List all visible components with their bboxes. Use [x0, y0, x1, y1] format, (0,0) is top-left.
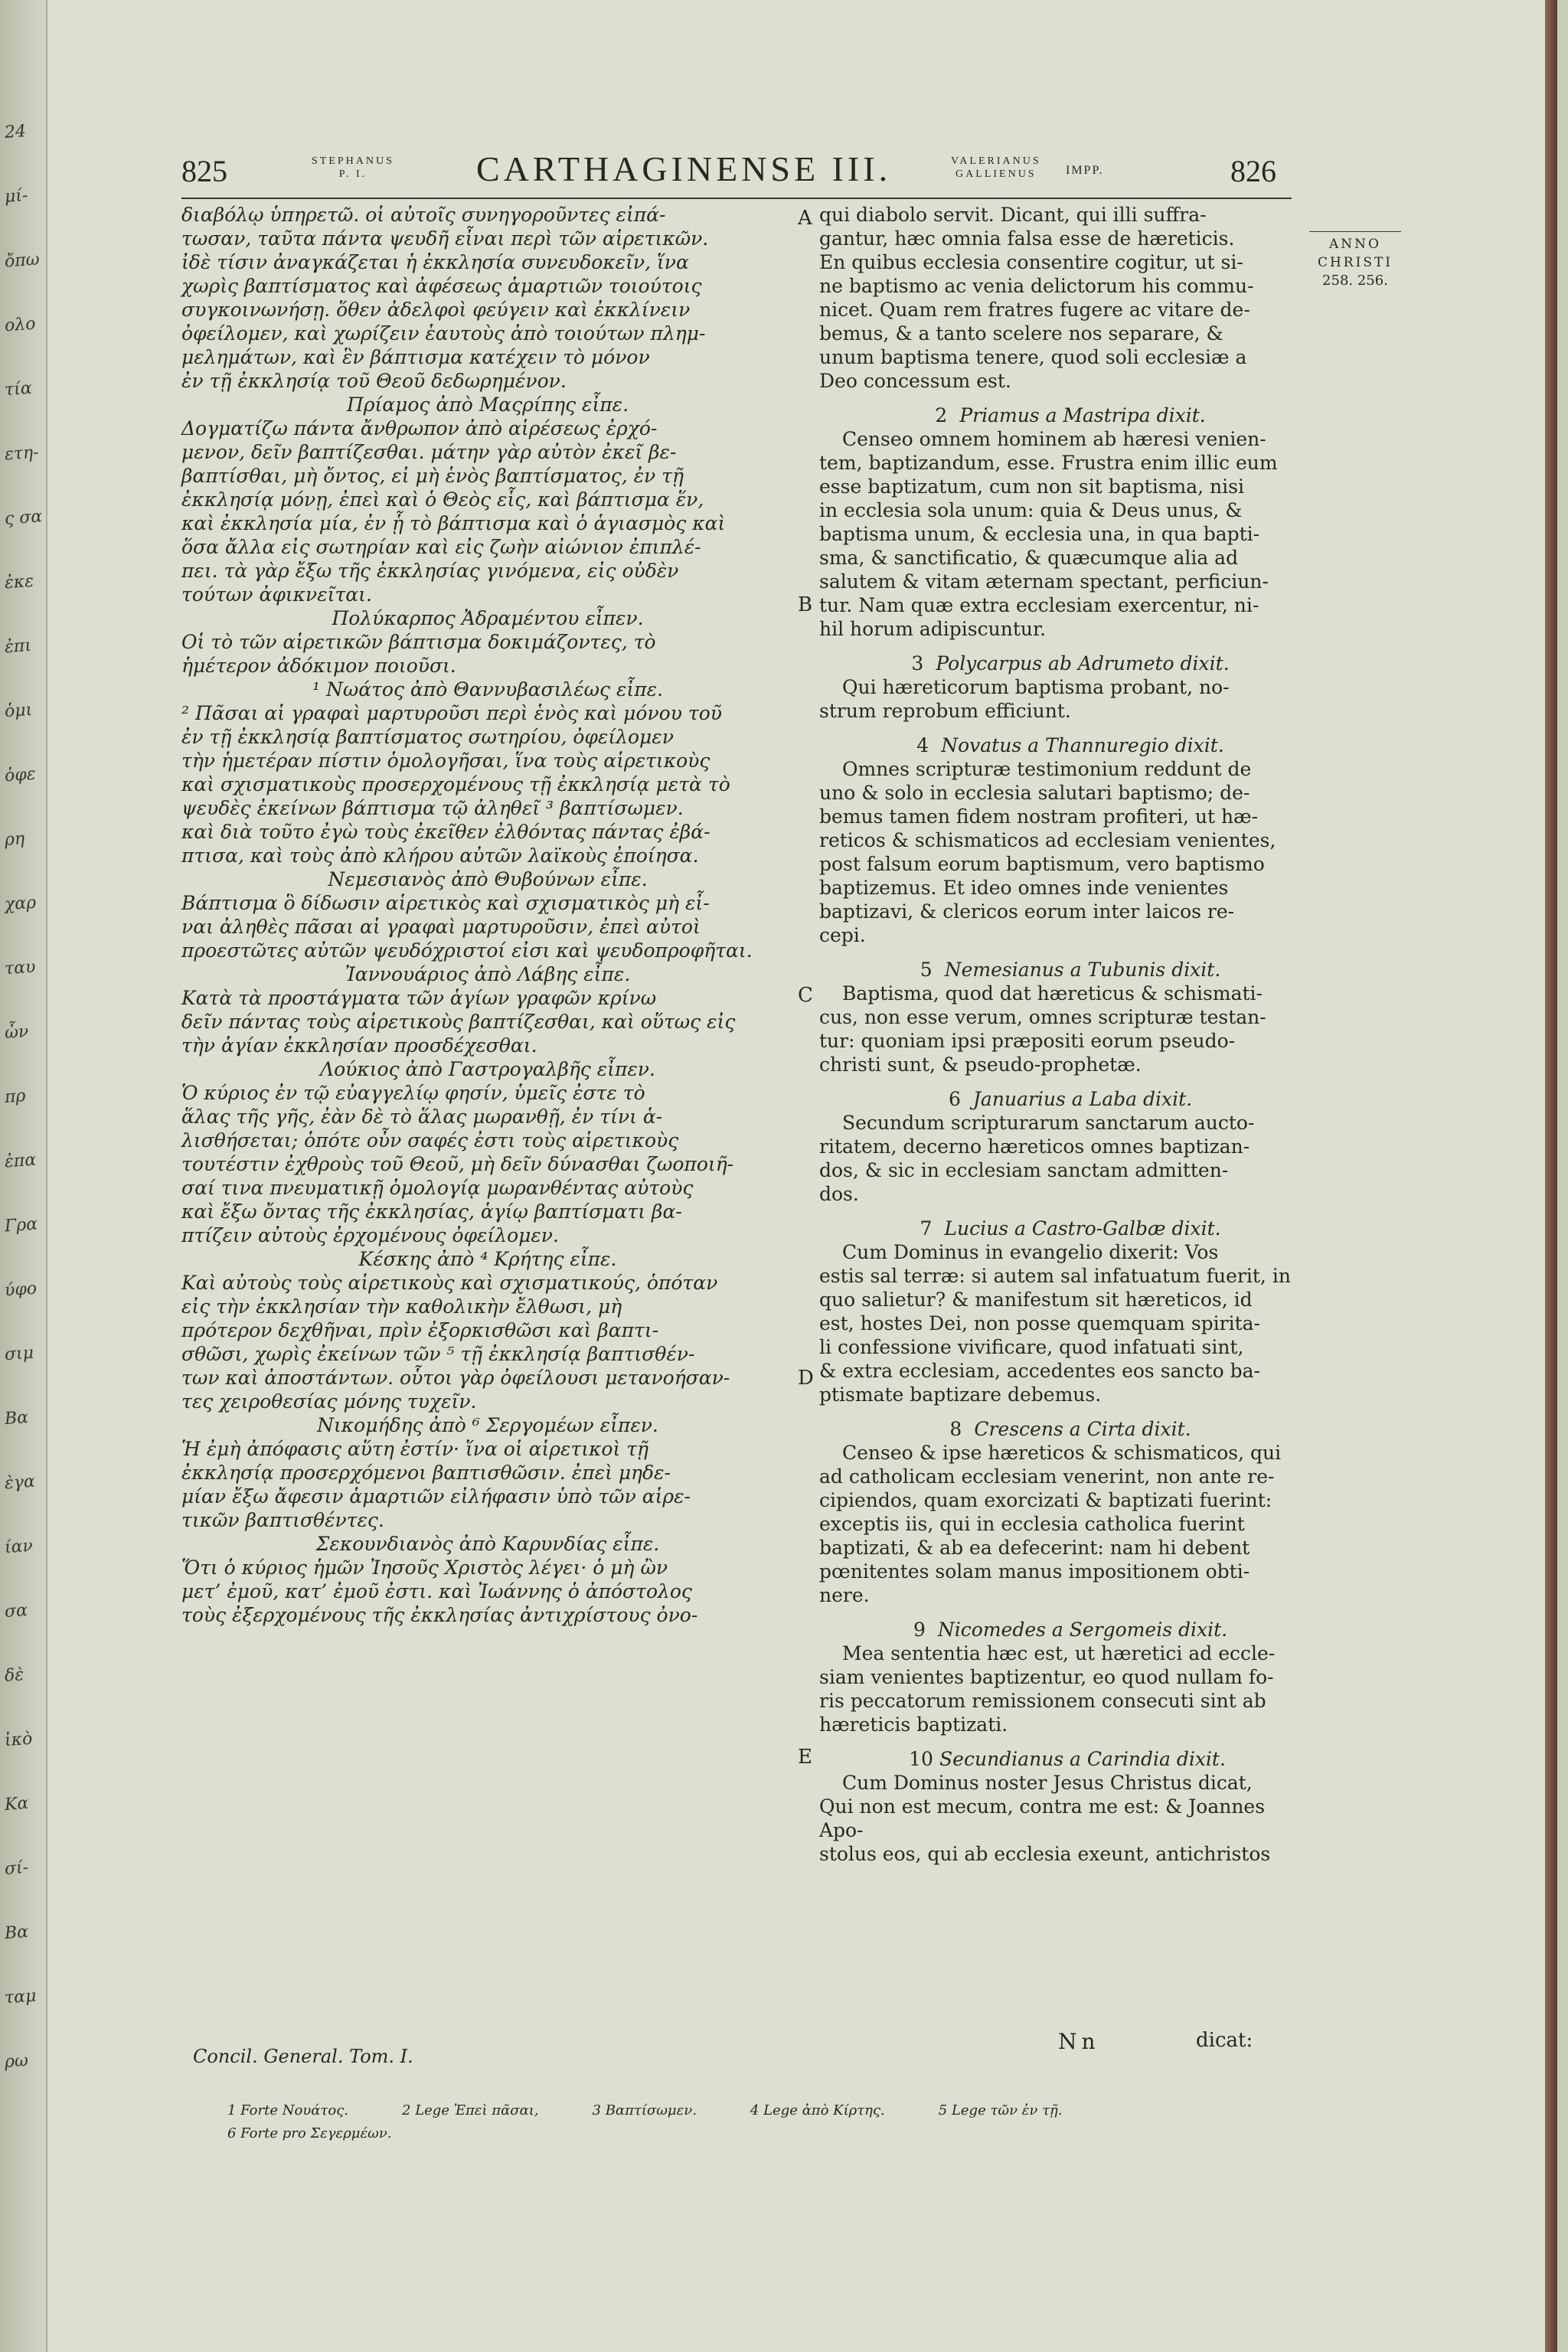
greek-line: ἐν τῇ ἐκκλησίᾳ τοῦ Θεοῦ δεδωρημένον. — [181, 370, 567, 392]
anno-christi-margin — [1309, 231, 1401, 290]
gutter-fragment: ρη — [4, 829, 25, 850]
greek-line: μίαν ἔξω ἄφεσιν ἁμαρτιῶν εἰλήφασιν ὑπὸ τῶν αἱρε- — [181, 1485, 691, 1508]
gutter-fragment: ς σα — [4, 507, 44, 529]
greek-line: πτισα, καὶ τοὺς ἀπὸ κλήρου αὐτῶν λαϊκοὺς ἐποίησα. — [181, 844, 699, 867]
greek-line: σθῶσι, χωρὶς ἐκείνων τῶν ⁵ τῇ ἐκκλησίᾳ βαπτισθέν- — [181, 1343, 695, 1365]
footnote: 6 Forte pro Σεγερμέων. — [227, 2125, 392, 2141]
greek-line: εἰς τὴν ἐκκλησίαν τὴν καθολικὴν ἔλθωσι, μὴ — [181, 1295, 622, 1318]
book-page — [46, 0, 1557, 2352]
latin-line: qui diabolo servit. Dicant, qui illi suffra- — [819, 204, 1207, 226]
greek-line: Καὶ αὐτοὺς τοὺς αἱρετικοὺς καὶ σχισματικούς, ὁπόταν — [181, 1272, 718, 1294]
greek-line: ψευδὲς ἐκείνων βάπτισμα τῷ ἀληθεῖ ³ βαπτίσωμεν. — [181, 797, 684, 819]
margin-letter-b: B — [798, 593, 813, 616]
gutter-fragment: σιμ — [4, 1343, 34, 1365]
previous-page-gutter — [0, 0, 46, 2352]
greek-line: Σεκουνδιανὸς ἀπὸ Καρυνδίας εἶπε. — [315, 1533, 660, 1555]
latin-block — [819, 733, 1309, 947]
latin-heading — [819, 652, 1309, 675]
latin-line: strum reprobum efficiunt. — [819, 700, 1071, 722]
latin-block — [819, 652, 1309, 723]
latin-line: Omnes scripturæ testimonium reddunt de — [842, 758, 1252, 780]
gutter-fragment: ὀφε — [4, 764, 37, 786]
margin-letter-e: E — [798, 1746, 812, 1769]
latin-block — [819, 1417, 1309, 1607]
greek-line: Πρίαμος ἀπὸ Μαςρίπης εἶπε. — [346, 394, 629, 416]
signature-line — [193, 2046, 413, 2067]
catchword: dicat: — [1196, 2029, 1253, 2052]
greek-line: καὶ ἐκκλησία μία, ἐν ᾗ τὸ βάπτισμα καὶ ὁ ἁγιασμὸς καὶ — [181, 512, 726, 534]
latin-heading — [819, 403, 1309, 427]
latin-line: li confessione vivificare, quod infatuati sint, — [819, 1336, 1244, 1358]
canon-number: 4 — [916, 734, 929, 756]
canon-number: 6 — [948, 1088, 961, 1110]
latin-line: baptizati, & ab ea defecerint: nam hi debent — [819, 1537, 1250, 1559]
latin-line: baptizemus. Et ideo omnes inde venientes — [819, 877, 1229, 899]
latin-line: nicet. Quam rem fratres fugere ac vitare de- — [819, 299, 1250, 321]
speaker-heading: Crescens a Cirta dixit. — [974, 1418, 1191, 1440]
latin-line: Cum Dominus noster Jesus Christus dicat, — [842, 1772, 1253, 1794]
latin-line: Deo concessum est. — [819, 370, 1011, 392]
gutter-fragment: Κα — [4, 1793, 30, 1815]
gutter-fragment: ὄπω — [4, 250, 41, 272]
gutter-fragment: ἰκὸ — [4, 1729, 34, 1751]
speaker-heading: Novatus a Thannuregio dixit. — [941, 734, 1224, 756]
gutter-fragment: ἐπα — [4, 1150, 37, 1172]
greek-line: λισθήσεται; ὁπότε οὖν σαφές ἐστι τοὺς αἱρετικοὺς — [181, 1129, 679, 1152]
latin-line: ritatem, decerno hæreticos omnes baptizan- — [819, 1135, 1250, 1158]
latin-line: sma, & sanctificatio, & quæcumque alia ad — [819, 547, 1239, 569]
greek-line: μελημάτων, καὶ ἓν βάπτισμα κατέχειν τὸ μόνον — [181, 346, 650, 368]
greek-line: Κέσκης ἀπὸ ⁴ Κρήτης εἶπε. — [358, 1248, 617, 1270]
speaker-heading: Secundianus a Carindia dixit. — [939, 1748, 1226, 1770]
signature-text: Concil. General. Tom. I. — [193, 2046, 413, 2067]
greek-line: πρότερον δεχθῆναι, πρὶν ἐξορκισθῶσι καὶ βαπτι- — [181, 1319, 659, 1341]
gutter-fragment: ἐκε — [4, 571, 34, 593]
header-caption-line: P. I. — [338, 168, 368, 180]
gutter-fragment: ὲγα — [4, 1472, 36, 1494]
latin-line: dos, & sic in ecclesiam sanctam admitten- — [819, 1159, 1229, 1181]
greek-line: προεστῶτες αὐτῶν ψευδόχριστοί εἰσι καὶ ψευδοπροφῆται. — [181, 939, 753, 962]
gutter-fragment: ρω — [4, 2050, 29, 2073]
canon-number: 8 — [949, 1418, 962, 1440]
footnote: 1 Forte Νουάτος. — [227, 2102, 349, 2118]
latin-line: uno & solo in ecclesia salutari baptismo; de- — [819, 782, 1250, 804]
latin-line: ne baptismo ac venia delictorum his commu- — [819, 275, 1254, 297]
latin-line: esse baptizatum, cum non sit baptisma, nisi — [819, 475, 1244, 498]
greek-line: Ὅτι ὁ κύριος ἡμῶν Ἰησοῦς Χριστὸς λέγει· ὁ μὴ ὢν — [181, 1557, 668, 1579]
latin-heading — [819, 958, 1309, 982]
latin-block — [819, 1087, 1309, 1206]
latin-heading — [819, 1618, 1309, 1642]
footnotes — [227, 2099, 1116, 2145]
latin-line: Cum Dominus in evangelio dixerit: Vos — [842, 1241, 1219, 1263]
speaker-heading: Nicomedes a Sergomeis dixit. — [937, 1619, 1228, 1641]
latin-line: ris peccatorum remissionem consecuti sint ab — [819, 1690, 1266, 1712]
greek-line: τωσαν, ταῦτα πάντα ψευδῆ εἶναι περὶ τῶν αἱρετικῶν. — [181, 227, 709, 250]
latin-line: bemus, & a tanto scelere nos separare, & — [819, 322, 1223, 345]
latin-block — [819, 403, 1309, 641]
greek-line: τὴν ἡμετέραν πίστιν ὁμολογῆσαι, ἵνα τοὺς αἱρετικοὺς — [181, 750, 710, 772]
greek-line: ἐκκλησίᾳ μόνῃ, ἐπεὶ καὶ ὁ Θεὸς εἷς, καὶ βάπτισμα ἕν, — [181, 488, 704, 511]
gutter-fragment: ύφο — [4, 1279, 38, 1301]
greek-line: ἐν τῇ ἐκκλησίᾳ βαπτίσματος σωτηρίου, ὀφείλομεν — [181, 726, 674, 748]
latin-line: tur: quoniam ipsi præpositi eorum pseudo- — [819, 1030, 1236, 1052]
greek-line: Οἱ τὸ τῶν αἱρετικῶν βάπτισμα δοκιμάζοντες, τὸ — [181, 631, 656, 653]
latin-line: Mea sententia hæc est, ut hæretici ad eccle- — [842, 1642, 1276, 1664]
greek-line: Βάπτισμα ὃ δίδωσιν αἱρετικὸς καὶ σχισματικὸς μὴ εἶ- — [181, 892, 710, 914]
latin-line: Secundum scripturarum sanctarum aucto- — [842, 1112, 1255, 1134]
latin-line: Censeo omnem hominem ab hæresi venien- — [842, 428, 1266, 450]
greek-line: τοὺς ἐξερχομένους τῆς ἐκκλησίας ἀντιχρίστους ὀνο- — [181, 1604, 698, 1626]
greek-line: χωρὶς βαπτίσματος καὶ ἀφέσεως ἁμαρτιῶν τοιούτοις — [181, 275, 702, 297]
greek-line: τούτων ἀφικνεῖται. — [181, 583, 372, 606]
latin-line: siam venientes baptizentur, eo quod nullam fo- — [819, 1666, 1274, 1688]
header-caption-line: STEPHANUS — [312, 155, 394, 167]
latin-line: baptisma unum, & ecclesia una, in qua bapti- — [819, 523, 1260, 545]
latin-line: reticos & schismaticos ad ecclesiam venientes, — [819, 829, 1276, 851]
gutter-fragment: ταυ — [4, 957, 37, 979]
speaker-heading: Nemesianus a Tubunis dixit. — [944, 959, 1221, 981]
header-rule — [181, 198, 1292, 199]
greek-line: τουτέστιν ἐχθροὺς τοῦ Θεοῦ, μὴ δεῖν δύνασθαι ζωοποιῆ- — [181, 1153, 734, 1175]
latin-line: tur. Nam quæ extra ecclesiam exercentur, ni- — [819, 594, 1259, 616]
greek-line: ἐκκλησίᾳ προσερχόμενοι βαπτισθῶσιν. ἐπεὶ μηδε- — [181, 1462, 671, 1484]
gutter-fragment: δὲ — [4, 1665, 24, 1686]
gutter-fragment: σί- — [4, 1857, 29, 1880]
greek-line: βαπτίσθαι, μὴ ὄντος, εἰ μὴ ἑνὸς βαπτίσματος, ἐν τῇ — [181, 465, 684, 487]
greek-column — [181, 203, 794, 1627]
greek-line: συγκοινωνήσῃ. ὅθεν ἀδελφοὶ φεύγειν καὶ ἐκκλίνειν — [181, 299, 691, 321]
latin-line: quo salietur? & manifestum sit hæreticos, id — [819, 1289, 1253, 1311]
latin-line: christi sunt, & pseudo-prophetæ. — [819, 1054, 1142, 1076]
page-number-right: 826 — [1230, 154, 1276, 188]
greek-line: τὴν ἁγίαν ἐκκλησίαν προσδέχεσθαι. — [181, 1034, 537, 1057]
speaker-heading: Priamus a Mastripa dixit. — [959, 404, 1206, 426]
greek-line: Λούκιος ἀπὸ Γαστρογαλβῆς εἶπεν. — [320, 1058, 655, 1080]
margin-letter-d: D — [798, 1367, 814, 1390]
greek-line: ὅσα ἄλλα εἰς σωτηρίαν καὶ εἰς ζωὴν αἰώνιον ἐπιπλέ- — [181, 536, 701, 558]
latin-line: baptizavi, & clericos eorum inter laicos re- — [819, 900, 1235, 923]
greek-line: καὶ σχισματικοὺς προσερχομένους τῇ ἐκκλησίᾳ μετὰ τὸ — [181, 773, 730, 795]
canon-number: 7 — [920, 1217, 933, 1240]
greek-line: τικῶν βαπτισθέντες. — [181, 1509, 384, 1531]
anno-label: ANNO — [1329, 237, 1381, 252]
greek-line: ἰδὲ τίσιν ἀναγκάζεται ἡ ἐκκλησία συνευδοκεῖν, ἵνα — [181, 251, 689, 273]
greek-line: ναι ἀληθὲς πᾶσαι αἱ γραφαὶ μαρτυροῦσιν, ἐπεὶ αὐτοὶ — [181, 916, 701, 938]
latin-line: ptismate baptizare debemus. — [819, 1383, 1102, 1406]
latin-line: ad catholicam ecclesiam venerint, non ante re- — [819, 1465, 1275, 1488]
latin-line: tem, baptizandum, esse. Frustra enim illic eum — [819, 452, 1278, 474]
latin-heading — [819, 1217, 1309, 1240]
latin-column — [819, 203, 1309, 1866]
latin-line: exceptis iis, qui in ecclesia catholica fuerint — [819, 1513, 1245, 1535]
greek-line: ² Πᾶσαι αἱ γραφαὶ μαρτυροῦσι περὶ ἑνὸς καὶ μόνου τοῦ — [181, 702, 722, 724]
latin-line: hil horum adipiscuntur. — [819, 618, 1047, 640]
gutter-fragment: μί- — [4, 185, 29, 207]
christi-label: CHRISTI — [1317, 255, 1393, 270]
latin-line: nere. — [819, 1584, 870, 1606]
latin-line: En quibus ecclesia consentire cogitur, ut si- — [819, 251, 1243, 273]
header-left-caption — [312, 155, 394, 181]
gutter-fragment: Βα — [4, 1922, 29, 1944]
footnote: 5 Lege τῶν ἐν τῇ. — [938, 2102, 1063, 2118]
latin-block — [819, 203, 1309, 393]
greek-line: Νικομήδης ἀπὸ ⁶ Σεργομέων εἶπεν. — [317, 1414, 658, 1436]
footnote: 4 Lege ἀπὸ Κίρτης. — [750, 2102, 885, 2118]
gutter-fragment: χαρ — [4, 893, 37, 915]
canon-number: 10 — [909, 1748, 933, 1770]
latin-line: dos. — [819, 1183, 859, 1205]
latin-block — [819, 1747, 1309, 1866]
latin-block — [819, 958, 1309, 1076]
latin-line: Censeo & ipse hæreticos & schismaticos, qui — [842, 1442, 1282, 1464]
gutter-fragment: τία — [4, 378, 33, 400]
latin-heading — [819, 733, 1309, 757]
latin-line: cus, non esse verum, omnes scripturæ testan- — [819, 1006, 1266, 1028]
canon-number: 3 — [911, 652, 924, 675]
latin-heading — [819, 1747, 1309, 1771]
latin-line: salutem & vitam æternam spectant, perficiun- — [819, 570, 1269, 593]
canon-number: 5 — [920, 959, 933, 981]
greek-line: ἡμέτερον ἀδόκιμον ποιοῦσι. — [181, 655, 456, 677]
greek-line: Ἡ ἐμὴ ἀπόφασις αὕτη ἐστίν· ἵνα οἱ αἱρετικοὶ τῇ — [181, 1438, 649, 1460]
gutter-fragment: 24 — [4, 122, 27, 142]
latin-line: Qui non est mecum, contra me est: & Joannes Apo- — [819, 1795, 1266, 1841]
signature-mark: Nn — [1058, 2029, 1100, 2054]
latin-line: unum baptisma tenere, quod soli ecclesiæ a — [819, 346, 1247, 368]
gutter-fragment: ετη- — [4, 443, 40, 465]
gutter-fragment: Βα — [4, 1407, 29, 1429]
greek-line: ἅλας τῆς γῆς, ἐὰν δὲ τὸ ἅλας μωρανθῇ, ἐν τίνι ἁ- — [181, 1106, 663, 1128]
speaker-heading: Januarius a Laba dixit. — [972, 1088, 1193, 1110]
footnote: 2 Lege Ἐπεὶ πᾶσαι, — [402, 2102, 539, 2118]
greek-line: διαβόλῳ ὑπηρετῶ. οἱ αὐτοῖς συνηγοροῦντες εἰπά- — [181, 204, 666, 226]
latin-block — [819, 1217, 1309, 1406]
greek-line: Νεμεσιανὸς ἀπὸ Θυβούνων εἶπε. — [328, 868, 648, 890]
header-impp: IMPP. — [1066, 164, 1104, 177]
year-label: 258. 256. — [1322, 273, 1388, 289]
page-edge — [1545, 0, 1557, 2352]
header-caption-line: VALERIANUS — [951, 155, 1041, 167]
latin-line: gantur, hæc omnia falsa esse de hæreticis. — [819, 227, 1235, 250]
latin-line: cepi. — [819, 924, 866, 946]
latin-line: hæreticis baptizati. — [819, 1713, 1008, 1736]
latin-line: Baptisma, quod dat hæreticus & schismati- — [842, 982, 1263, 1004]
latin-line: & extra ecclesiam, accedentes eos sancto ba- — [819, 1360, 1260, 1382]
page-number-left: 825 — [181, 154, 227, 188]
gutter-fragment: ὧν — [4, 1021, 30, 1044]
margin-letter-c: C — [798, 984, 813, 1007]
greek-line: Πολύκαρπος Ἀδραμέντου εἶπεν. — [332, 607, 644, 629]
greek-line: πτίζειν αὐτοὺς ἐρχομένους ὀφείλομεν. — [181, 1224, 559, 1246]
greek-line: μενον, δεῖν βαπτίζεσθαι. μάτην γὰρ αὐτὸν ἐκεῖ βε- — [181, 441, 677, 463]
greek-line: καὶ διὰ τοῦτο ἐγὼ τοὺς ἐκεῖθεν ἐλθόντας πάντας ἐβά- — [181, 821, 710, 843]
greek-line: μετ’ ἐμοῦ, κατ’ ἐμοῦ ἐστι. καὶ Ἰωάννης ὁ ἀπόστολος — [181, 1580, 692, 1602]
latin-line: in ecclesia sola unum: quia & Deus unus, & — [819, 499, 1243, 521]
latin-heading — [819, 1417, 1309, 1441]
gutter-fragment: ίαν — [4, 1536, 34, 1558]
gutter-fragment: Γρα — [4, 1214, 38, 1236]
greek-line: τες χειροθεσίας μόνης τυχεῖν. — [181, 1390, 477, 1413]
gutter-fragment: πρ — [4, 1086, 27, 1107]
gutter-fragment: ὁμι — [4, 700, 33, 722]
latin-line: stolus eos, qui ab ecclesia exeunt, antichristos — [819, 1843, 1271, 1865]
gutter-fragment: ταμ — [4, 1986, 38, 2008]
greek-line: Ὁ κύριος ἐν τῷ εὐαγγελίῳ φησίν, ὑμεῖς ἐστε τὸ — [181, 1082, 645, 1104]
latin-line: cipiendos, quam exorcizati & baptizati fuerint: — [819, 1489, 1272, 1511]
greek-line: Ἰαννουάριος ἀπὸ Λάβης εἶπε. — [345, 963, 631, 985]
latin-line: post falsum eorum baptismum, vero baptismo — [819, 853, 1265, 875]
latin-line: est, hostes Dei, non posse quemquam spirita- — [819, 1312, 1260, 1334]
greek-line: Κατὰ τὰ προστάγματα τῶν ἁγίων γραφῶν κρίνω — [181, 987, 657, 1009]
greek-line: δεῖν πάντας τοὺς αἱρετικοὺς βαπτίζεσθαι, καὶ οὕτως εἰς — [181, 1011, 736, 1033]
gutter-fragment: σα — [4, 1600, 28, 1622]
gutter-fragment: ἐπι — [4, 635, 32, 658]
running-title: CARTHAGINENSE III. — [476, 149, 892, 188]
speaker-heading: Lucius a Castro-Galbæ dixit. — [944, 1217, 1221, 1240]
latin-line: estis sal terræ: si autem sal infatuatum fuerit, in — [819, 1265, 1291, 1287]
canon-number: 2 — [935, 404, 948, 426]
greek-line: ὀφείλομεν, καὶ χωρίζειν ἑαυτοὺς ἀπὸ τοιούτων πλημ- — [181, 322, 706, 345]
latin-line: pœnitentes solam manus impositionem obti- — [819, 1560, 1250, 1583]
canon-number: 9 — [913, 1619, 926, 1641]
margin-letter-a: A — [798, 207, 812, 230]
gutter-fragment: ολο — [4, 314, 37, 336]
greek-line: των καὶ ἀποστάντων. οὗτοι γὰρ ὀφείλουσι μετανοήσαν- — [181, 1367, 730, 1389]
latin-block — [819, 1618, 1309, 1736]
greek-line: σαί τινα πνευματικῇ ὁμολογίᾳ μωρανθέντας αὐτοὺς — [181, 1177, 694, 1199]
header-right-caption — [951, 155, 1041, 181]
footnote: 3 Βαπτίσωμεν. — [592, 2102, 697, 2118]
latin-line: Qui hæreticorum baptisma probant, no- — [842, 676, 1230, 698]
greek-line: Δογματίζω πάντα ἄνθρωπον ἀπὸ αἱρέσεως ἐρχό- — [181, 417, 658, 439]
speaker-heading: Polycarpus ab Adrumeto dixit. — [936, 652, 1230, 675]
latin-line: bemus tamen fidem nostram profiteri, ut hæ- — [819, 805, 1259, 828]
latin-heading — [819, 1087, 1309, 1111]
greek-line: καὶ ἔξω ὄντας τῆς ἐκκλησίας, ἁγίῳ βαπτίσματι βα- — [181, 1200, 682, 1223]
header-caption-line: GALLIENUS — [956, 168, 1037, 180]
greek-line: ¹ Νωάτος ἀπὸ Θαννυβασιλέως εἶπε. — [312, 678, 664, 701]
greek-line: πει. τὰ γὰρ ἔξω τῆς ἐκκλησίας γινόμενα, εἰς οὐδὲν — [181, 560, 679, 582]
